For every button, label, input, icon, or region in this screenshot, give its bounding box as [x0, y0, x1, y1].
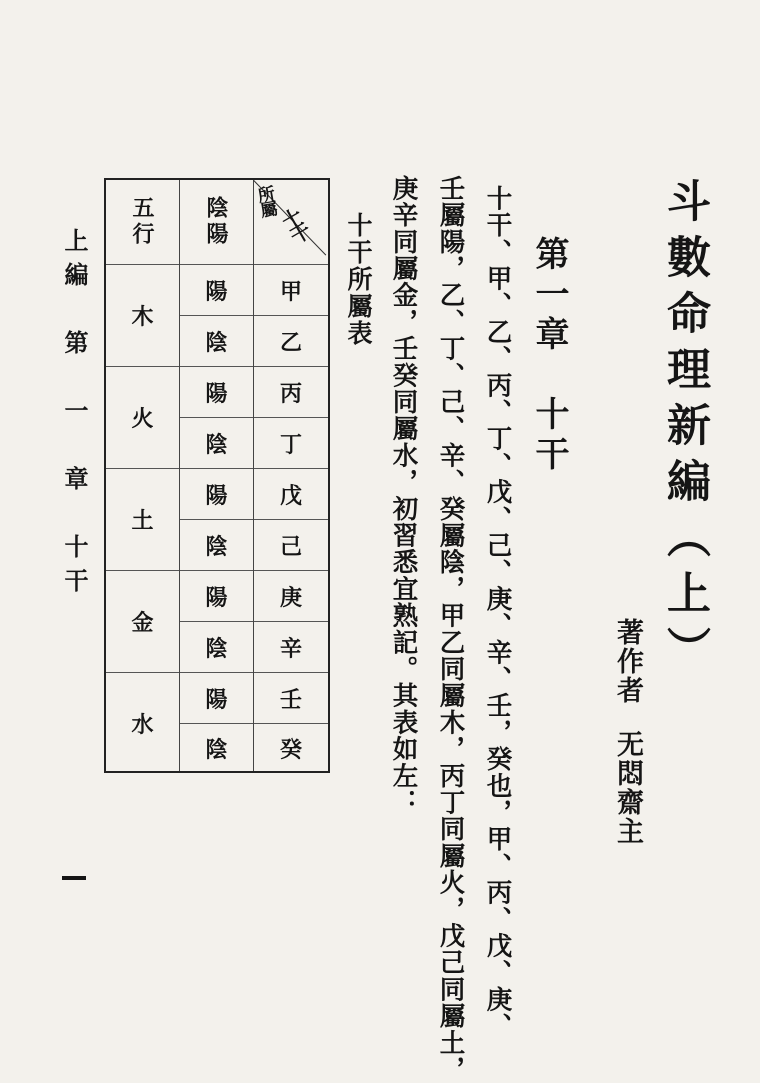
- stems-attribute-table: [104, 178, 330, 773]
- stem-cell: [254, 570, 328, 621]
- stem-cell: [254, 672, 328, 723]
- element-header-cell: [106, 180, 179, 264]
- yinyang-cell: [180, 621, 253, 672]
- stem-value: 丁: [279, 431, 302, 458]
- yinyang-cell: [180, 570, 253, 621]
- yinyang-value: 陰: [205, 635, 228, 662]
- stem-value: 乙: [279, 329, 302, 356]
- stem-column: [254, 180, 328, 771]
- body-text-column: 庚辛同屬金，壬癸同屬水，初習悉宜熟記。其表如左：: [388, 175, 419, 816]
- stem-cell: [254, 723, 328, 773]
- yinyang-cell: [180, 468, 253, 519]
- author-name: 无悶齋主: [612, 730, 643, 846]
- stem-value: 壬: [279, 686, 302, 713]
- yinyang-cell: [180, 417, 253, 468]
- book-title: 斗數命理新編（上）: [659, 178, 710, 682]
- element-value: 水: [131, 711, 154, 738]
- body-text-column: 十干、甲、乙、丙、丁、戊、己、庚、辛、壬，癸也，甲、丙、戊、庚、: [482, 185, 513, 1040]
- element-column: [106, 180, 180, 771]
- element-cell: [106, 468, 179, 570]
- element-value: 金: [131, 610, 154, 636]
- yinyang-value: 陽: [205, 278, 228, 305]
- yinyang-value: 陰: [205, 737, 228, 763]
- element-header: 五行: [129, 196, 155, 248]
- yinyang-value: 陰: [205, 431, 228, 458]
- element-cell: [106, 366, 179, 468]
- chapter-heading: 第一章 十干: [529, 236, 569, 476]
- author-label: 著作者: [612, 618, 643, 705]
- element-value: 火: [131, 406, 154, 432]
- yinyang-cell: [180, 723, 253, 773]
- stem-value: 庚: [279, 584, 302, 611]
- yinyang-value: 陰: [205, 329, 228, 356]
- header-label-suoshu: 所屬: [252, 184, 278, 218]
- yinyang-value: 陽: [205, 482, 228, 509]
- yinyang-cell: [180, 315, 253, 366]
- stem-value: 甲: [279, 278, 302, 305]
- element-value: 木: [131, 304, 154, 330]
- yinyang-cell: [180, 264, 253, 315]
- stem-cell: [254, 366, 328, 417]
- stem-cell: [254, 315, 328, 366]
- body-text-column: 壬屬陽，乙、丁、己、辛、癸屬陰，甲乙同屬木，丙丁同屬火，戊己同屬土，: [435, 175, 466, 1083]
- yinyang-cell: [180, 672, 253, 723]
- element-cell: [106, 672, 179, 773]
- stem-value: 丙: [279, 380, 302, 407]
- yinyang-value: 陽: [205, 380, 228, 407]
- stem-value: 戊: [279, 482, 302, 509]
- stem-cell: [254, 468, 328, 519]
- header-label-shigan: 十干: [275, 204, 313, 246]
- stem-cell: [254, 621, 328, 672]
- stem-cell: [254, 519, 328, 570]
- yinyang-column: [180, 180, 254, 771]
- yinyang-header-cell: [180, 180, 253, 264]
- yinyang-header: 陰陽: [203, 196, 229, 248]
- stem-cell: [254, 417, 328, 468]
- page-number-text: [62, 876, 63, 877]
- stem-cell: [254, 264, 328, 315]
- stem-value: 己: [279, 533, 302, 560]
- yinyang-value: 陰: [205, 533, 228, 560]
- yinyang-value: 陽: [205, 584, 228, 611]
- element-cell: [106, 264, 179, 366]
- page-number: [62, 876, 86, 880]
- stem-value: 辛: [279, 635, 302, 662]
- yinyang-value: 陽: [205, 686, 228, 713]
- yinyang-cell: [180, 519, 253, 570]
- table-caption: 十干所屬表: [344, 212, 373, 347]
- element-cell: [106, 570, 179, 672]
- element-value: 土: [131, 508, 154, 534]
- running-head: 上編 第 一 章 十干: [60, 228, 89, 602]
- yinyang-cell: [180, 366, 253, 417]
- stem-value: 癸: [279, 737, 302, 763]
